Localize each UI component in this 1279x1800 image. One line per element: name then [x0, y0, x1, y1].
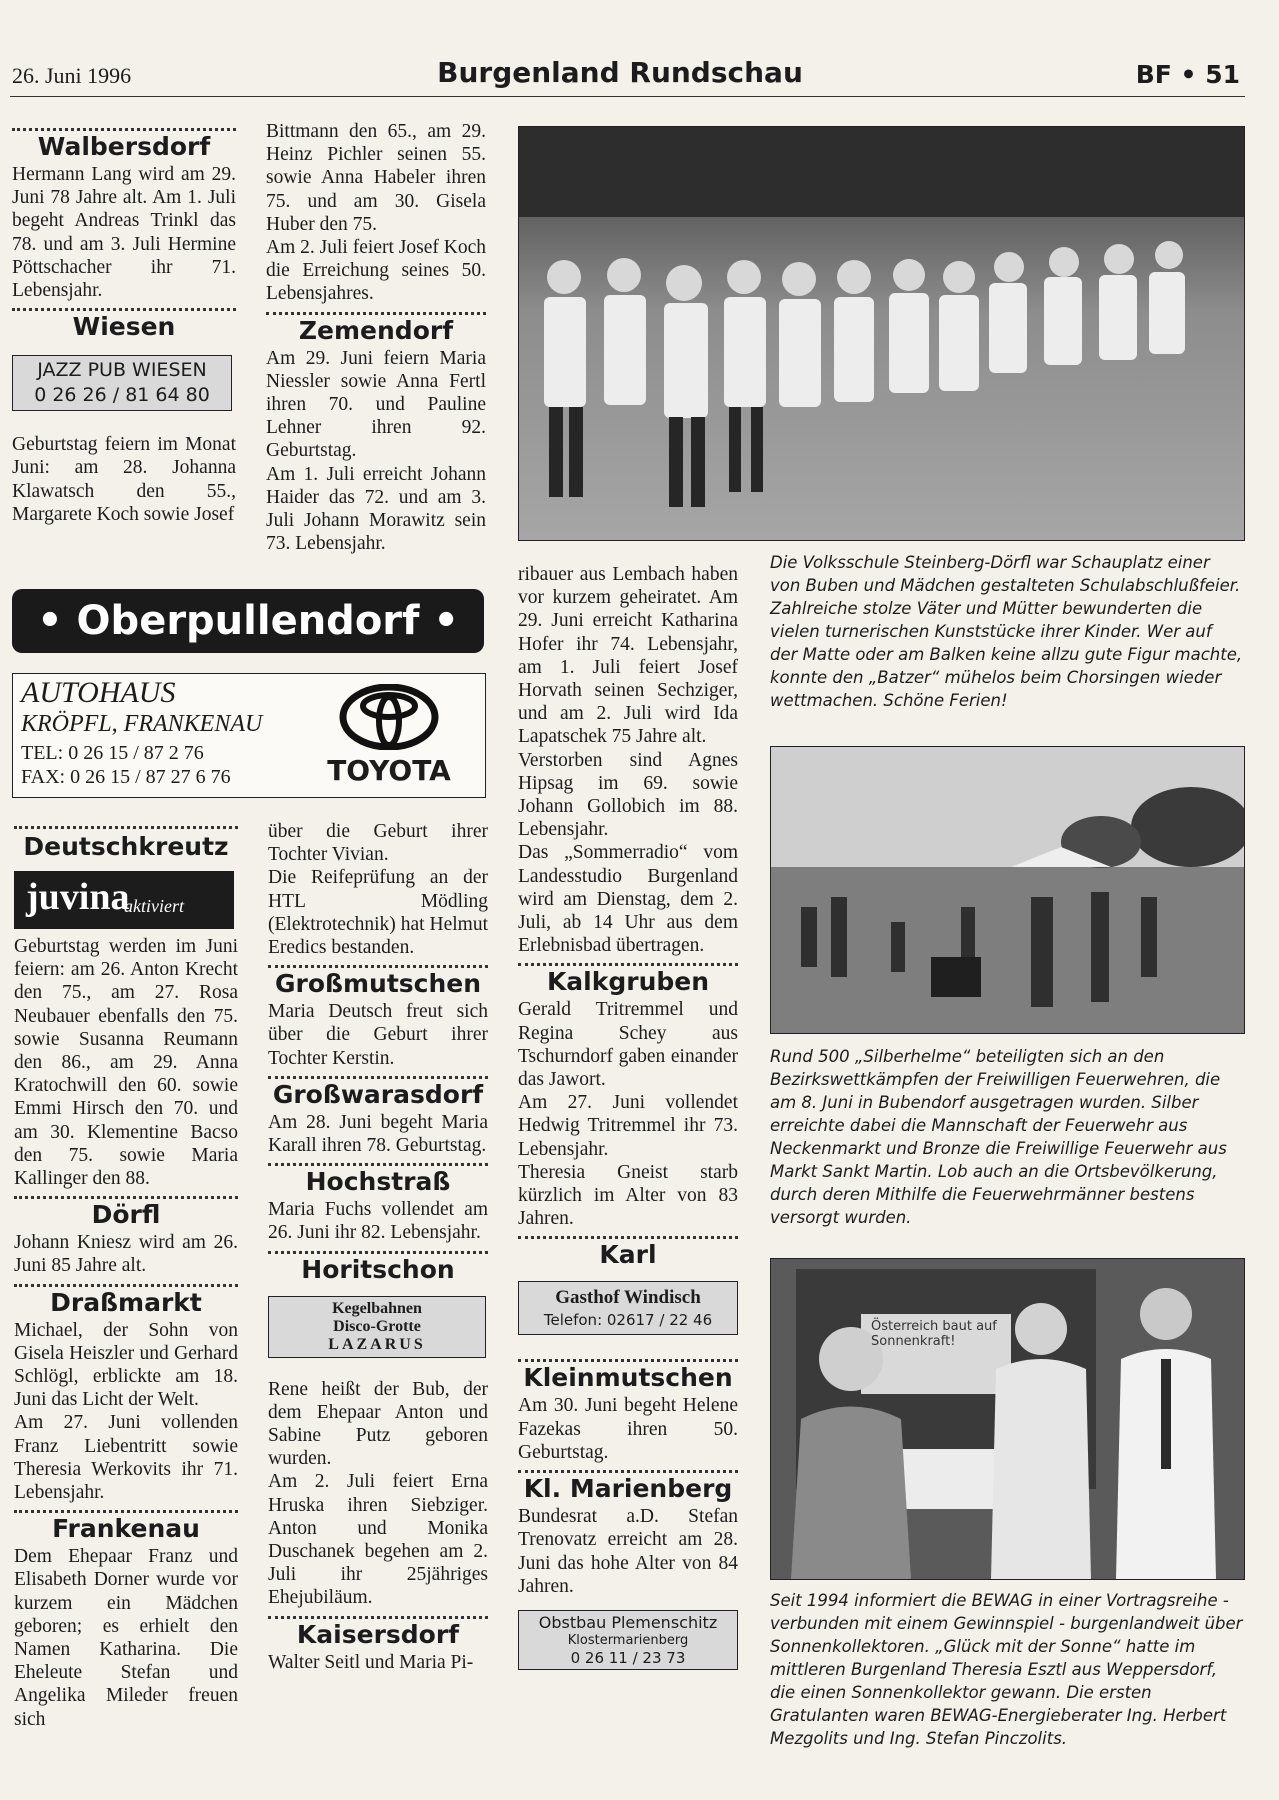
- ad-name: JAZZ PUB WIESEN: [37, 359, 207, 382]
- article-text: Theresia Gneist starb kürzlich im Alter von 83 Jahren.: [518, 1161, 738, 1230]
- section-heading: Kleinmutschen: [523, 1363, 733, 1393]
- toyota-wordmark: TOYOTA: [327, 754, 451, 787]
- ad-fax: FAX: 0 26 15 / 87 27 6 76: [21, 766, 231, 788]
- section-heading: Deutschkreutz: [23, 832, 229, 861]
- gasthof-ad: [518, 1281, 738, 1335]
- juvina-ad: [14, 871, 234, 929]
- page-number: BF • 51: [1135, 60, 1240, 89]
- article-text: Bittmann den 65., am 29. Heinz Pichler seinen 55. sowie Anna Habeler ihren 75. und am 30. Gisela Huber den 75.: [266, 121, 486, 235]
- article-text: Am 27. Juni vollenden Franz Liebentritt sowie Theresia Werkovits ihr 71. Lebensjahr.: [14, 1412, 238, 1504]
- photo-caption: Seit 1994 informiert die BEWAG in einer Vortragsreihe - verbunden mit einem Gewinnspiel - burgenlandweit über Sonnenkollektoren. „Glück mit der Sonne“ hatte im mittleren Burgenland Theresia Esztl aus Weppersdorf, die einen Sonnenkollektor gewann. Die ersten Gratulanten waren BEWAG-Energieberater Ing. Herbert Mezgolits und Ing. Stefan Pinczolits.: [770, 1591, 1243, 1748]
- ad-line: Disco-Grotte: [333, 1317, 421, 1335]
- article-text: Das „Sommerradio“ vom Landesstudio Burgenland wird am Dienstag, dem 2. Juli, ab 14 Uhr aus dem Erlebnisbad übertragen.: [518, 842, 738, 957]
- ad-phone: 0 26 26 / 81 64 80: [34, 384, 210, 407]
- autohaus-ad: [12, 673, 486, 798]
- article-text: Am 2. Juli feiert Josef Koch die Erreichung seines 50. Lebensjahres.: [266, 237, 486, 305]
- jazz-pub-ad: [12, 355, 232, 411]
- article-text: Bundesrat a.D. Stefan Trenovatz erreicht am 28. Juni das hohe Alter von 84 Jahren.: [518, 1506, 738, 1597]
- column-2-top: [266, 120, 486, 555]
- bewag-photo-image: [771, 1259, 1244, 1579]
- header-rule: [10, 96, 1245, 97]
- column-2-lower: [268, 820, 488, 1674]
- photo-caption: Die Volksschule Steinberg-Dörfl war Schauplatz einer von Buben und Mädchen gestalteten Schulabschlußfeier. Zahlreiche stolze Väter und Mütter bewunderten die vielen turnerischen Kunststücke ihrer Kinder. Wer auf der Matte oder am Balken keine allzu gute Figur machte, konnte den „Batzer“ mühelos beim Chorsingen wieder wettmachen. Schöne Ferien!: [770, 553, 1243, 710]
- section-heading: Walbersdorf: [37, 132, 211, 161]
- school-photo-image: [519, 127, 1244, 540]
- ad-name: Gasthof Windisch: [555, 1287, 701, 1309]
- ad-tel: TEL: 0 26 15 / 87 2 76: [21, 742, 204, 764]
- region-banner: • Oberpullendorf •: [12, 589, 484, 653]
- photo-school-celebration: [518, 126, 1245, 541]
- ad-name: Obstbau Plemenschitz: [538, 1612, 718, 1632]
- toyota-logo-icon: [339, 684, 439, 750]
- section-heading: Dörfl: [91, 1200, 161, 1230]
- photo-fire-brigade-competition: [770, 746, 1245, 1034]
- article-text: Am 1. Juli erreicht Johann Haider das 72. und am 3. Juli Johann Morawitz sein 73. Lebensjahr.: [266, 463, 486, 555]
- section-heading: Frankenau: [52, 1514, 200, 1544]
- photo-bewag-award: [770, 1258, 1245, 1580]
- section-heading: Hochstraß: [305, 1167, 451, 1197]
- article-text: Walter Seitl und Maria Pi-: [268, 1651, 474, 1673]
- article-text: Geburtstag werden im Juni feiern: am 26. Anton Krecht den 75., am 27. Rosa Neubauer ebenfalls den 75. sowie Susanna Reumann den 86., am 29. Anna Kratochwill den 60. sowie Emmi Hirsch den 70. und am 30. Klementine Bacso den 75. sowie Maria Kallinger den 88.: [14, 936, 238, 1190]
- column-1-lower: [14, 826, 238, 1731]
- article-text: Am 27. Juni vollendet Hedwig Tritremmel ihr 73. Lebensjahr.: [518, 1092, 738, 1160]
- ad-phone: 0 26 11 / 23 73: [570, 1648, 686, 1667]
- section-heading: Karl: [599, 1240, 657, 1270]
- ad-phone: Telefon: 02617 / 22 46: [543, 1311, 713, 1330]
- article-text: Rene heißt der Bub, der dem Ehepaar Anton und Sabine Putz geboren wurden.: [268, 1378, 488, 1470]
- article-text: ribauer aus Lembach haben vor kurzem geheiratet. Am 29. Juni erreicht Katharina Hofer ihr 74. Lebensjahr, am 1. Juli feiert Josef Horvath seinen Sechziger, und am 2. Juli wird Ida Lapatschek 75 Jahre alt.: [518, 564, 738, 748]
- article-text: Hermann Lang wird am 29. Juni 78 Jahre alt. Am 1. Juli begeht Andreas Trinkl das 78. und am 3. Juli Hermine Pöttschacher ihr 71. Lebensjahr.: [12, 164, 236, 302]
- article-text: Maria Fuchs vollendet am 26. Juni ihr 82. Lebensjahr.: [268, 1199, 488, 1244]
- ad-line: LAZARUS: [328, 1335, 426, 1353]
- section-heading: Horitschon: [301, 1254, 455, 1284]
- article-text: Michael, der Sohn von Gisela Heiszler und Gerhard Schlögl, erblickte am 18. Juni das Licht der Welt.: [14, 1319, 238, 1411]
- section-heading: Zemendorf: [298, 315, 454, 345]
- section-heading: Kaisersdorf: [296, 1619, 460, 1649]
- article-text: Gerald Tritremmel und Regina Schey aus Tschurndorf gaben einander das Jawort.: [518, 999, 738, 1091]
- article-text: Am 29. Juni feiern Maria Niessler sowie Anna Fertl ihren 70. und Pauline Lehner ihren 92. Geburtstag.: [266, 347, 486, 462]
- article-text: Maria Deutsch freut sich über die Geburt ihrer Tochter Kerstin.: [268, 1001, 488, 1069]
- article-text: Die Reifeprüfung an der HTL Mödling (Elektrotechnik) hat Helmut Eredics bestanden.: [268, 867, 488, 959]
- ad-owner: KRÖPFL, FRANKENAU: [21, 711, 263, 737]
- issue-date: 26. Juni 1996: [12, 63, 132, 88]
- divider: [14, 826, 238, 829]
- section-heading: Wiesen: [72, 312, 176, 342]
- article-text: Verstorben sind Agnes Hipsag im 69. sowie Johann Gollobich im 88. Lebensjahr.: [518, 749, 738, 841]
- article-text: über die Geburt ihrer Tochter Vivian.: [268, 821, 488, 866]
- newspaper-title: Burgenland Rundschau: [437, 56, 803, 89]
- section-heading: Kalkgruben: [546, 967, 710, 997]
- photo-sign-text: Österreich baut auf Sonnenkraft!: [871, 1319, 997, 1349]
- ad-line: Kegelbahnen: [332, 1299, 422, 1317]
- article-text: Dem Ehepaar Franz und Elisabeth Dorner wurde vor kurzem ein Mädchen geboren; es erhielt den Namen Katharina. Die Eheleute Stefan und Angelika Mileder freuen sich: [14, 1546, 238, 1730]
- section-heading: Kl. Marienberg: [523, 1474, 733, 1504]
- article-text: Am 30. Juni begeht Helene Fazekas ihren 50. Geburtstag.: [518, 1395, 738, 1463]
- ad-place: Klostermarienberg: [567, 1632, 689, 1648]
- photo-caption: Rund 500 „Silberhelme“ beteiligten sich an den Bezirkswettkämpfen der Freiwilligen Feuerwehren, die am 8. Juni in Bubendorf ausgetragen wurden. Silber erreichte dabei die Mannschaft der Feuerwehr aus Neckenmarkt und Bronze die Freiwillige Feuerwehr aus Markt Sankt Martin. Lob auch an die Ortsbevölkerung, durch deren Mithilfe die Feuerwehrmänner bestens versorgt wurden.: [770, 1047, 1227, 1227]
- obstbau-ad: [518, 1610, 738, 1670]
- section-heading: Großwarasdorf: [272, 1079, 484, 1109]
- lazarus-ad: [268, 1296, 486, 1358]
- section-heading: Draßmarkt: [50, 1287, 202, 1317]
- section-heading: Großmutschen: [274, 969, 482, 999]
- column-3: [518, 563, 738, 1670]
- fire-brigade-photo-image: [771, 747, 1244, 1033]
- ad-tagline: aktiviert: [124, 896, 184, 916]
- article-text: Am 28. Juni begeht Maria Karall ihren 78. Geburtstag.: [268, 1111, 488, 1157]
- article-text: Geburtstag feiern im Monat Juni: am 28. Johanna Klawatsch den 55., Margarete Koch sowie Josef: [12, 434, 236, 525]
- column-1-top: [12, 128, 236, 526]
- ad-brand: juvina: [26, 876, 130, 918]
- ad-title: AUTOHAUS: [21, 676, 176, 709]
- article-text: Am 2. Juli feiert Erna Hruska ihren Siebziger. Anton und Monika Duschanek begehen am 2. Juli ihr 25jähriges Ehejubiläum.: [268, 1471, 488, 1609]
- article-text: Johann Kniesz wird am 26. Juni 85 Jahre alt.: [14, 1232, 238, 1277]
